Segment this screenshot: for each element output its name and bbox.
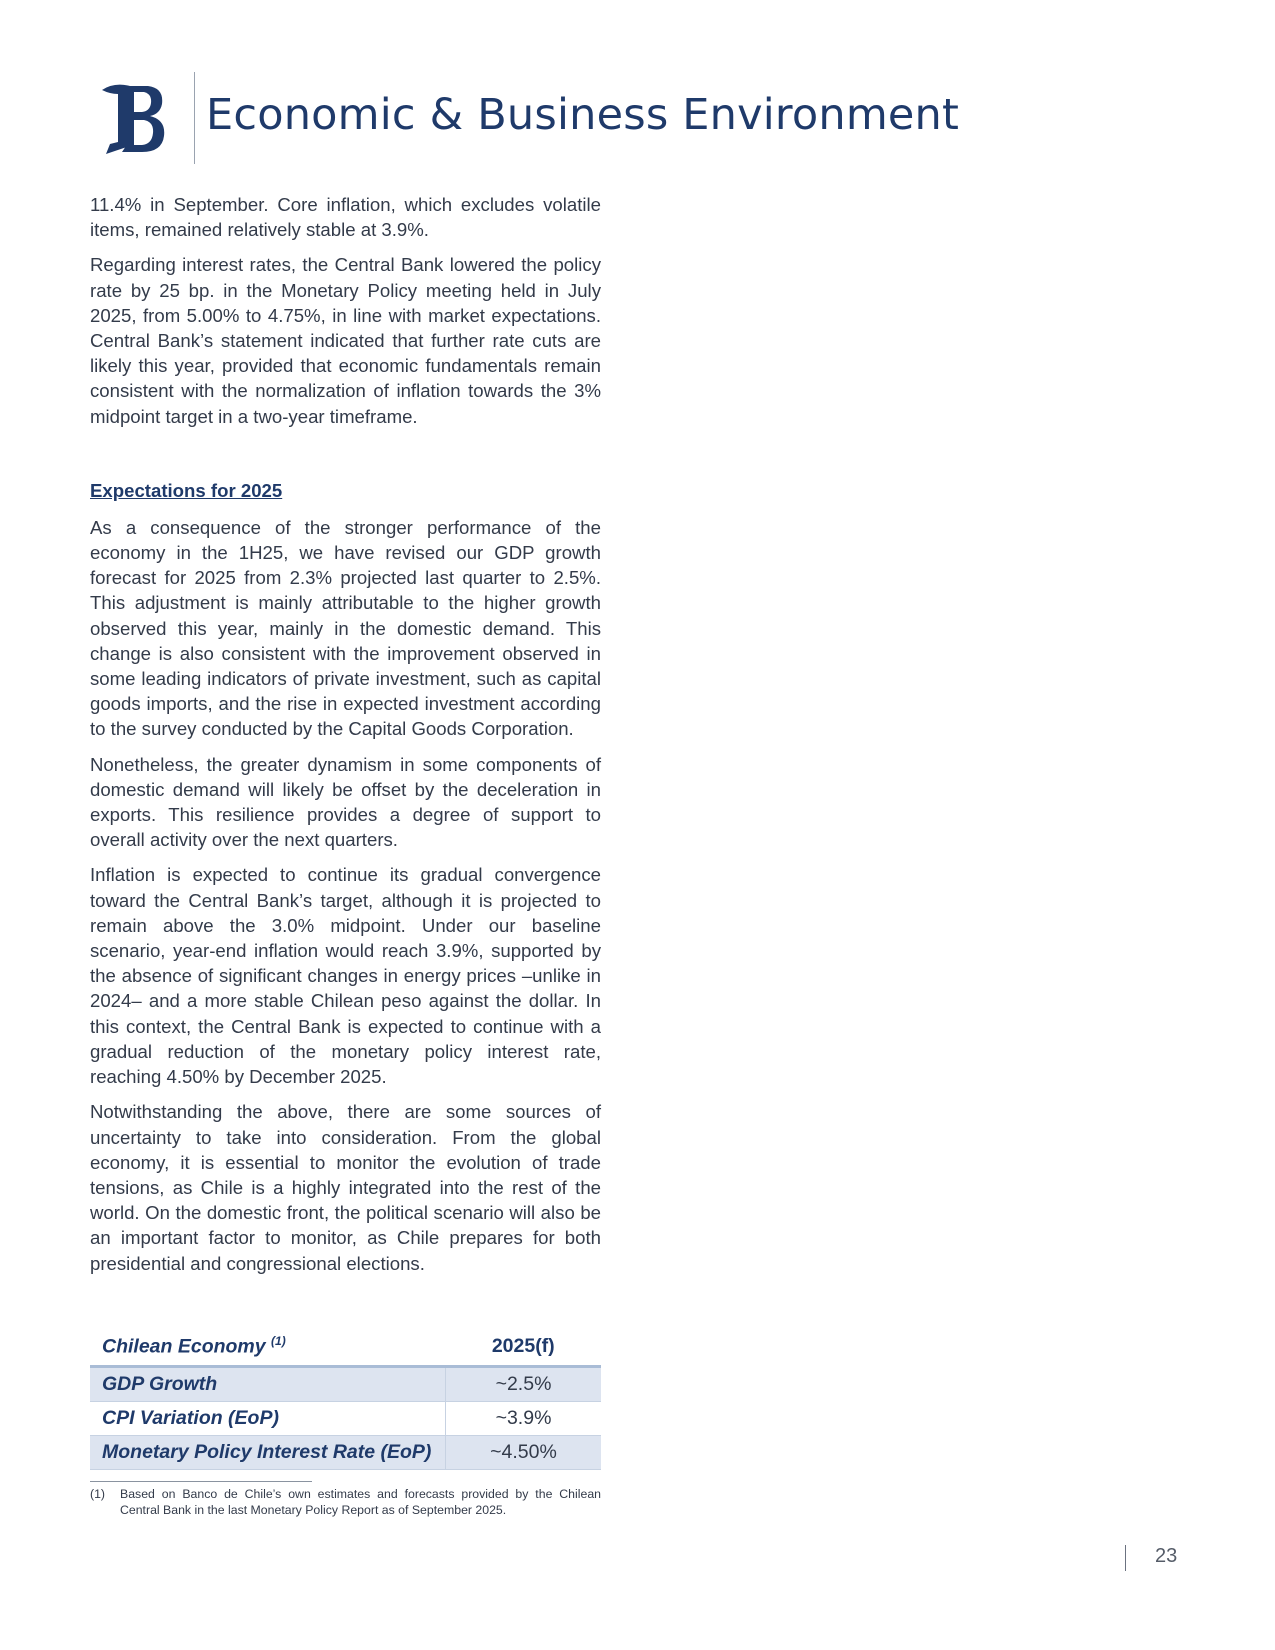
row-value: ~3.9% (446, 1402, 602, 1436)
footnote-marker: (1) (90, 1487, 106, 1501)
table-header-row (90, 1327, 601, 1367)
table-row (90, 1402, 601, 1436)
table-header-label: Chilean Economy $^{(1)}$ (90, 1327, 446, 1367)
row-value: ~2.5% (446, 1367, 602, 1402)
table-row (90, 1436, 601, 1470)
bank-logo (100, 80, 168, 156)
row-label: CPI Variation (EoP) (90, 1402, 446, 1436)
main-text-column (90, 192, 601, 1286)
row-label: GDP Growth (90, 1367, 446, 1402)
chilean-economy-table (90, 1327, 601, 1470)
page-number-separator (1125, 1545, 1126, 1571)
footnote-ref: (1) (271, 1333, 286, 1348)
paragraph-inflation: 11.4% in September. Core inflation, which excludes volatile items, remained relatively stable at 3.9%. (90, 194, 601, 241)
page-number: 23 (1155, 1545, 1178, 1567)
row-label: Monetary Policy Interest Rate (EoP) (90, 1436, 446, 1470)
header-divider (194, 72, 195, 164)
page-title: Economic & Business Environment (206, 90, 960, 140)
paragraph-uncertainty: Notwithstanding the above, there are some sources of uncertainty to take into consideration. From the global economy, it is essential to monitor the evolution of trade tensions, as Chile is a highly integrated into the rest of the world. On the domestic front, the political scenario will also be an important factor to monitor, as Chile prepares for both presidential and congressional elections. (90, 1101, 601, 1274)
footnote-divider (90, 1481, 312, 1482)
row-value: ~4.50% (446, 1436, 602, 1470)
footnote (90, 1486, 601, 1518)
paragraph-gdp-forecast: As a consequence of the stronger performance of the economy in the 1H25, we have revised our GDP growth forecast for 2025 from 2.3% projected last quarter to 2.5%. This adjustment is mainly attributable to the higher growth observed this year, mainly in the domestic demand. This change is also consistent with the improvement observed in some leading indicators of private investment, such as capital goods imports, and the rise in expected investment according to the survey conducted by the Capital Goods Corporation. (90, 516, 601, 740)
paragraph-domestic-demand: Nonetheless, the greater dynamism in some components of domestic demand will likely be offset by the deceleration in exports. This resilience provides a degree of support to overall activity over the next quarters. (90, 753, 601, 851)
paragraph-inflation-outlook: Inflation is expected to continue its gradual convergence toward the Central Bank’s target, although it is projected to remain above the 3.0% midpoint. Under our baseline scenario, year-end inflation would reach 3.9%, supported by the absence of significant changes in energy prices –unlike in 2024– and a more stable Chilean peso against the dollar. In this context, the Central Bank is expected to continue with a gradual reduction of the monetary policy interest rate, reaching 4.50% by December 2025. (90, 864, 601, 1088)
footnote-text: Based on Banco de Chile’s own estimates and forecasts provided by the Chilean Central Bank in the last Monetary Policy Report as of September 2025. (120, 1487, 601, 1517)
paragraph-interest-rates: Regarding interest rates, the Central Bank lowered the policy rate by 25 bp. in the Monetary Policy meeting held in July 2025, from 5.00% to 4.75%, in line with market expectations. Central Bank’s statement indicated that further rate cuts are likely this year, provided that economic fundamentals remain consistent with the normalization of inflation towards the 3% midpoint target in a two-year timeframe. (90, 254, 601, 427)
section-heading-expectations: Expectations for 2025 (90, 479, 283, 501)
table-header-year: 2025(f) (446, 1327, 602, 1367)
table-row (90, 1367, 601, 1402)
